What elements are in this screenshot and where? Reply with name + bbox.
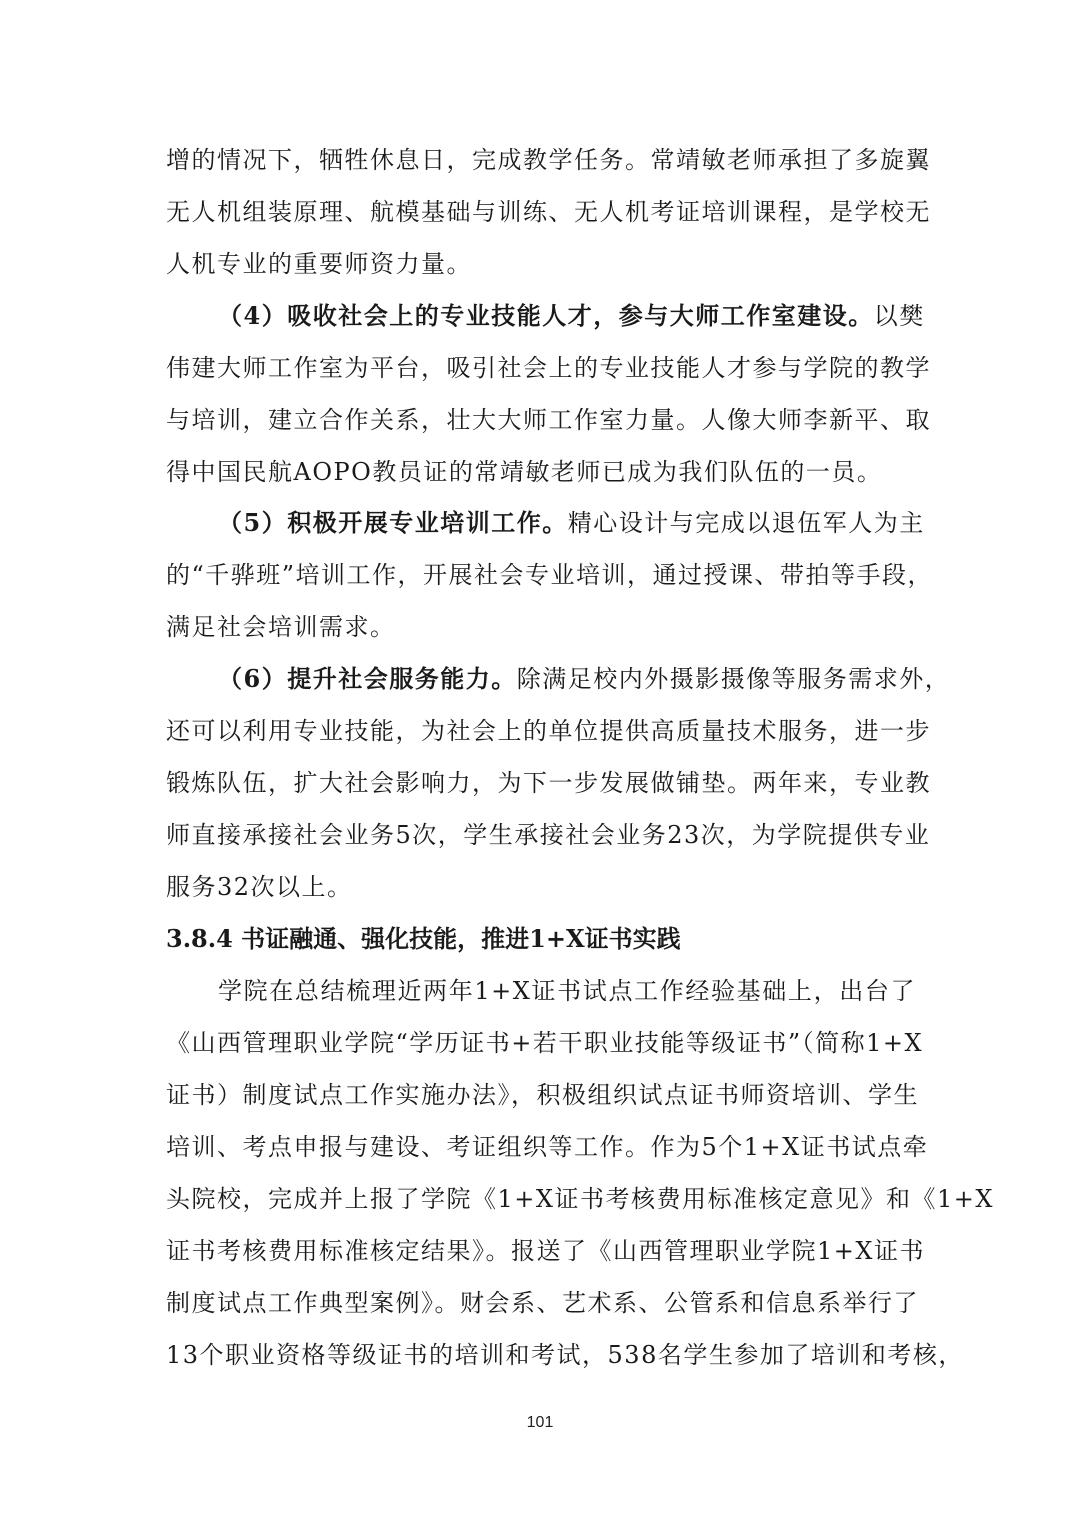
paragraph-line: 头院校，完成并上报了学院《1+X证书考核费用标准核定意见》和《1+X (166, 1185, 994, 1213)
paragraph-line: 增的情况下，牺牲休息日，完成教学任务。常靖敏老师承担了多旋翼 (166, 146, 931, 174)
paragraph-first-line (218, 653, 951, 705)
paragraph-line: 无人机组装原理、航模基础与训练、无人机考证培训课程，是学校无 (166, 198, 931, 226)
paragraph-line: 制度试点工作典型案例》。财会系、艺术系、公管系和信息系举行了 (166, 1289, 919, 1317)
section-heading: 3.8.4 书证融通、强化技能，推进1+X证书实践 (166, 924, 681, 953)
line-rest: 除满足校内外摄影摄像等服务需求外， (516, 665, 951, 693)
paragraph-first-line (218, 290, 925, 342)
page-number: 101 (526, 1414, 554, 1431)
paragraph-line: 证书）制度试点工作实施办法》，积极组织试点证书师资培训、学生 (166, 1081, 919, 1109)
paragraph-line: 锻炼队伍，扩大社会影响力，为下一步发展做铺垫。两年来，专业教 (166, 769, 931, 797)
paragraph-line: 培训、考点申报与建设、考证组织等工作。作为5个1+X证书试点牵 (166, 1133, 929, 1161)
paragraph-line: 服务32次以上。 (166, 873, 353, 901)
line-rest: 以樊 (873, 302, 925, 330)
paragraph-line: 《山西管理职业学院“学历证书+若干职业技能等级证书”（简称1+X (166, 1029, 924, 1057)
line-rest: 精心设计与完成以退伍军人为主 (567, 509, 925, 537)
paragraph-line: 与培训，建立合作关系，壮大大师工作室力量。人像大师李新平、取 (166, 406, 931, 434)
paragraph-line: 13个职业资格等级证书的培训和考试，538名学生参加了培训和考核， (166, 1341, 964, 1369)
paragraph-line: 人机专业的重要师资力量。 (166, 250, 472, 278)
paragraph-line: 师直接承接社会业务5次，学生承接社会业务23次，为学院提供专业 (166, 821, 931, 849)
paragraph-line: 还可以利用专业技能，为社会上的单位提供高质量技术服务，进一步 (166, 717, 931, 745)
paragraph-line: 证书考核费用标准核定结果》。报送了《山西管理职业学院1+X证书 (166, 1237, 925, 1265)
paragraph-first-line (218, 497, 925, 549)
paragraph-line: 满足社会培训需求。 (166, 613, 396, 641)
paragraph-line: 得中国民航AOPO教员证的常靖敏老师已成为我们队伍的一员。 (166, 458, 883, 486)
paragraph-line: 伟建大师工作室为平台，吸引社会上的专业技能人才参与学院的教学 (166, 354, 931, 382)
bold-lead: （4）吸收社会上的专业技能人才，参与大师工作室建设。 (218, 301, 874, 330)
bold-lead: （6）提升社会服务能力。 (218, 664, 517, 693)
bold-lead: （5）积极开展专业培训工作。 (218, 508, 568, 537)
paragraph-line: 的“千骅班”培训工作，开展社会专业培训，通过授课、带拍等手段， (166, 561, 934, 589)
paragraph-first-line: 学院在总结梳理近两年1+X证书试点工作经验基础上，出台了 (218, 977, 916, 1005)
